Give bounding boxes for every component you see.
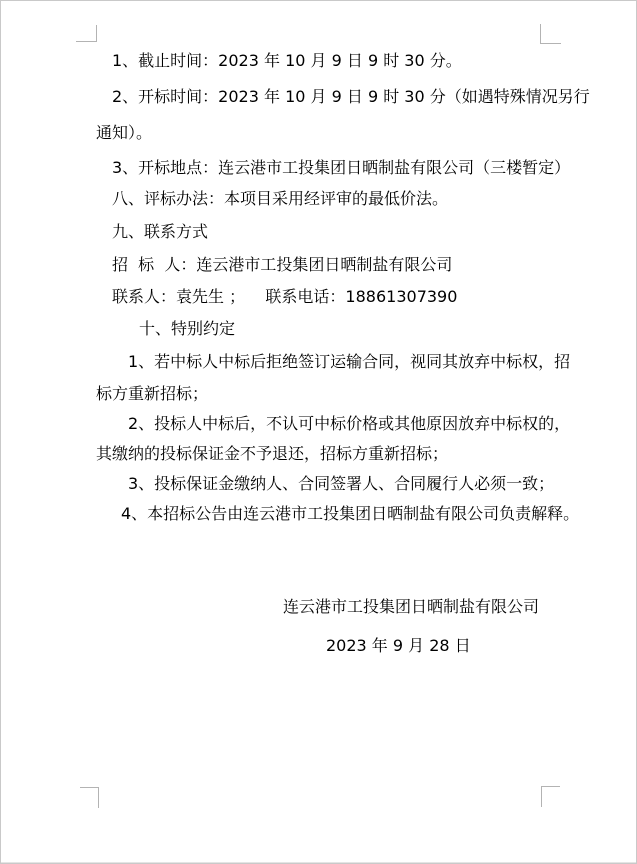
line-contact-section-heading: 九、联系方式 — [112, 222, 209, 241]
margin-crop-mark-bottom-left — [80, 787, 99, 808]
line-bid-opening-time-wrap: 通知）。 — [96, 123, 153, 142]
margin-crop-mark-top-left — [76, 25, 97, 42]
line-provision-2-wrap: 其缴纳的投标保证金不予退还，招标方重新招标； — [96, 444, 449, 463]
line-provision-1: 1、若中标人中标后拒绝签订运输合同，视同其放弃中标权，招 — [128, 352, 571, 371]
line-special-provisions-heading: 十、特别约定 — [139, 319, 236, 338]
line-provision-2: 2、投标人中标后，不认可中标价格或其他原因放弃中标权的， — [128, 414, 571, 433]
margin-crop-mark-top-right — [540, 24, 561, 44]
signature-company: 连云港市工投集团日晒制盐有限公司 — [283, 597, 540, 616]
line-tenderee: 招 标 人：连云港市工投集团日晒制盐有限公司 — [112, 255, 453, 274]
line-provision-3: 3、投标保证金缴纳人、合同签署人、合同履行人必须一致； — [128, 474, 555, 493]
line-evaluation-method: 八、评标办法：本项目采用经评审的最低价法。 — [112, 189, 449, 208]
line-bid-opening-time: 2、开标时间：2023 年 10 月 9 日 9 时 30 分（如遇特殊情况另行 — [112, 87, 590, 106]
line-contact-person-phone: 联系人：袁先生 ； 联系电话：18861307390 — [112, 287, 458, 306]
line-provision-4: 4、本招标公告由连云港市工投集团日晒制盐有限公司负责解释。 — [121, 504, 580, 523]
line-provision-1-wrap: 标方重新招标； — [96, 384, 209, 403]
margin-crop-mark-bottom-right — [541, 786, 560, 807]
line-bid-opening-place: 3、开标地点：连云港市工投集团日晒制盐有限公司（三楼暂定） — [112, 158, 571, 177]
line-deadline-time: 1、截止时间：2023 年 10 月 9 日 9 时 30 分。 — [112, 51, 462, 70]
signature-date: 2023 年 9 月 28 日 — [326, 636, 471, 655]
